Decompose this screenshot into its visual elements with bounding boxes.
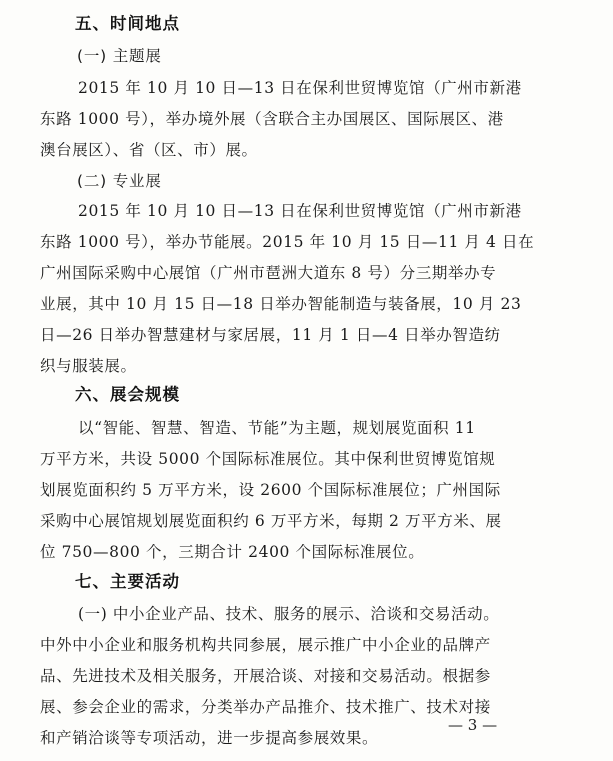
paragraph-line: 中外中小企业和服务机构共同参展，展示推广中小企业的品牌产	[40, 636, 491, 654]
paragraph-line: 业展，其中 10 月 15 日—18 日举办智能制造与装备展，10 月 23	[40, 295, 522, 313]
subsection-title-theme-expo: (一) 主题展	[77, 47, 162, 65]
subsection-title-professional-expo: (二) 专业展	[77, 172, 162, 190]
paragraph-line: 广州国际采购中心展馆（广州市琶洲大道东 8 号）分三期举办专	[40, 264, 497, 282]
section-heading-time-location: 五、时间地点	[75, 14, 180, 33]
paragraph-line: 织与服装展。	[40, 357, 137, 375]
paragraph-line: 日—26 日举办智慧建材与家居展，11 月 1 日—4 日举办智造纺	[40, 326, 501, 344]
paragraph-line: 展、参会企业的需求，分类举办产品推介、技术推广、技术对接	[40, 698, 491, 716]
section-heading-main-activities: 七、主要活动	[75, 572, 180, 591]
paragraph-line: 万平方米，共设 5000 个国际标准展位。其中保利世贸博览馆规	[40, 450, 496, 468]
paragraph-line: 划展览面积约 5 万平方米，设 2600 个国际标准展位；广州国际	[40, 481, 501, 499]
paragraph-line: 2015 年 10 月 10 日—13 日在保利世贸博览馆（广州市新港	[78, 79, 522, 97]
paragraph-line: 采购中心展馆规划展览面积约 6 万平方米，每期 2 万平方米、展	[40, 512, 502, 530]
paragraph-line: 2015 年 10 月 10 日—13 日在保利世贸博览馆（广州市新港	[78, 202, 522, 220]
paragraph-line: (一) 中小企业产品、技术、服务的展示、洽谈和交易活动。	[78, 605, 500, 623]
paragraph-line: 位 750—800 个，三期合计 2400 个国际标准展位。	[40, 543, 425, 561]
section-heading-expo-scale: 六、展会规模	[75, 385, 180, 404]
paragraph-line: 和产销洽谈等专项活动，进一步提高参展效果。	[40, 729, 379, 747]
paragraph-line: 以“智能、智慧、智造、节能”为主题，规划展览面积 11	[78, 419, 476, 437]
page-number: — 3 —	[448, 716, 498, 734]
paragraph-line: 东路 1000 号），举办境外展（含联合主办国展区、国际展区、港	[40, 110, 504, 128]
paragraph-line: 品、先进技术及相关服务，开展洽谈、对接和交易活动。根据参	[40, 667, 491, 685]
paragraph-line: 东路 1000 号），举办节能展。2015 年 10 月 15 日—11 月 4 日在	[40, 233, 535, 251]
paragraph-line: 澳台展区）、省（区、市）展。	[40, 141, 258, 159]
